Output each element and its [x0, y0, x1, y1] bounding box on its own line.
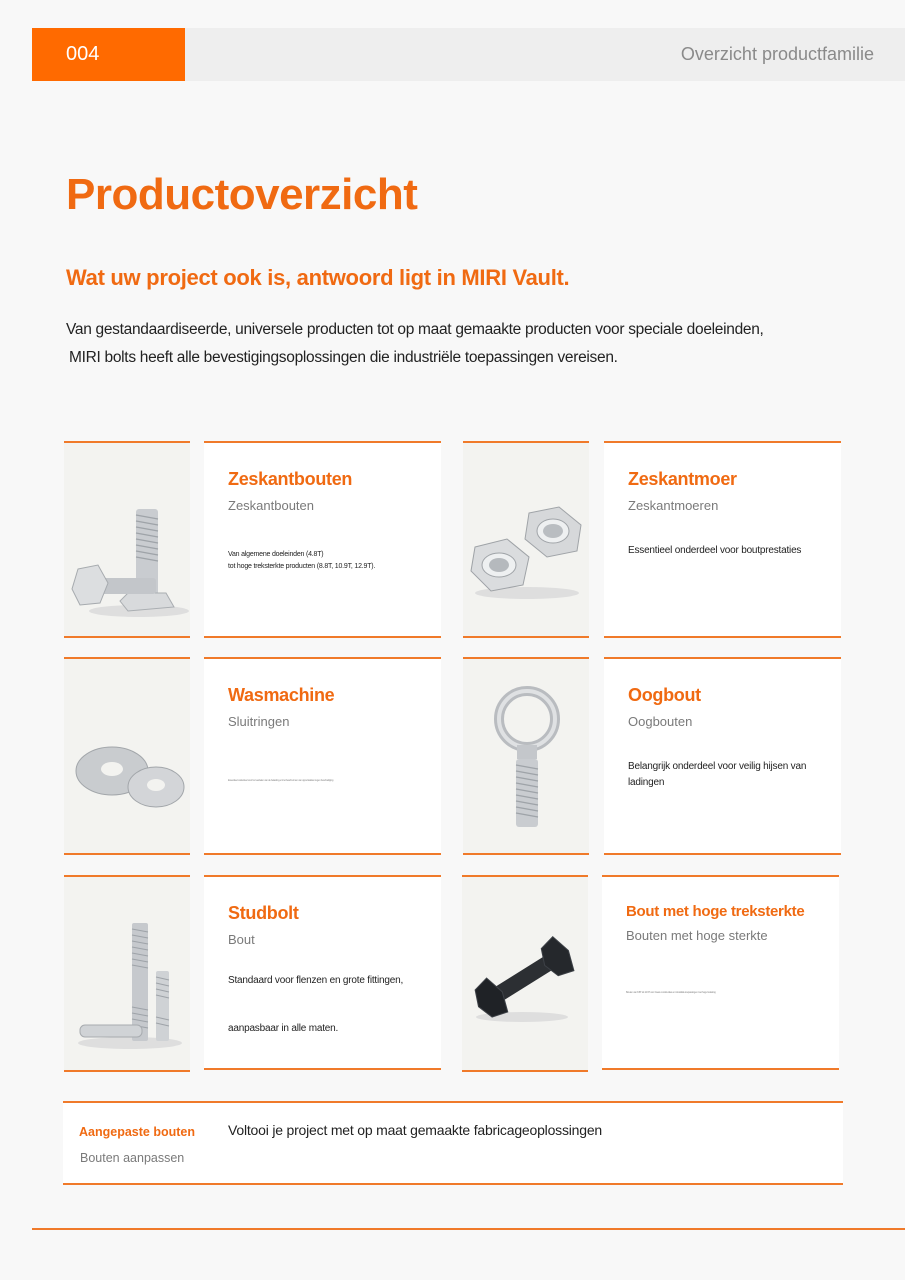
product-desc-line-2: tot hoge treksterkte producten (8.8T, 10.9T, 12.9T). — [228, 563, 376, 570]
product-subtitle: Oogbouten — [628, 714, 693, 729]
product-desc-line-1: Essentieel onderdeel voor het verdelen van de belasting en het beschermen van oppervlakken tegen beschadiging — [228, 779, 334, 782]
product-card-wasmachine[interactable] — [204, 657, 441, 855]
product-card-oogbout[interactable] — [604, 657, 841, 855]
product-title: Zeskantbouten — [228, 469, 353, 489]
stud-bolt-image — [64, 875, 190, 1072]
page-title: Productoverzicht — [66, 170, 418, 219]
product-card-bout-hoge-treksterkte[interactable] — [602, 875, 839, 1070]
product-card-zeskantmoer[interactable] — [604, 441, 841, 638]
product-subtitle: Bouten met hoge sterkte — [626, 928, 768, 943]
eye-bolt-image — [463, 657, 589, 855]
product-desc-line-2: aanpasbaar in alle maten. — [228, 1023, 339, 1034]
hex-nut-image — [463, 441, 589, 638]
section-title: Overzicht productfamilie — [680, 44, 874, 64]
high-tensile-bolt-image — [462, 875, 588, 1072]
product-desc-line-2: ladingen — [628, 777, 665, 788]
product-desc-line-1: Bouten van 8.8T tot 12.9T voor zware constructies en industriële toepassingen met hoge belasting — [626, 991, 716, 994]
product-card-studbolt[interactable] — [204, 875, 441, 1070]
product-desc-line-1: Essentieel onderdeel voor boutprestaties — [628, 545, 802, 556]
product-subtitle: Zeskantmoeren — [628, 498, 719, 513]
custom-subtitle: Bouten aanpassen — [80, 1151, 185, 1165]
product-desc-line-1: Standaard voor flenzen en grote fittingen, — [228, 975, 404, 986]
product-desc-line-1: Van algemene doeleinden (4.8T) — [228, 551, 324, 558]
custom-title: Aangepaste bouten — [79, 1125, 195, 1139]
custom-bolts-card[interactable] — [63, 1101, 843, 1185]
product-title: Zeskantmoer — [628, 469, 737, 489]
hex-bolt-image — [64, 441, 190, 638]
product-desc-line-1: Belangrijk onderdeel voor veilig hijsen van — [628, 761, 807, 772]
product-subtitle: Sluitringen — [228, 714, 290, 729]
product-title: Bout met hoge treksterkte — [626, 903, 805, 920]
product-subtitle: Zeskantbouten — [228, 498, 315, 513]
custom-description: Voltooi je project met op maat gemaakte fabricageoplossingen — [228, 1122, 603, 1138]
product-title: Oogbout — [628, 685, 701, 705]
product-card-zeskantbouten[interactable] — [204, 441, 441, 638]
product-subtitle: Bout — [228, 932, 255, 947]
product-title: Studbolt — [228, 903, 299, 923]
product-title: Wasmachine — [228, 685, 335, 705]
intro-line-2: MIRI bolts heeft alle bevestigingsoplossingen die industriële toepassingen vereisen. — [69, 349, 618, 366]
intro-text — [66, 316, 826, 372]
intro-line-1: Van gestandaardiseerde, universele producten tot op maat gemaakte producten voor speciale doeleinden, — [66, 321, 764, 338]
page-subtitle: Wat uw project ook is, antwoord ligt in MIRI Vault. — [66, 265, 570, 290]
page-number: 004 — [32, 28, 185, 81]
washer-image — [64, 657, 190, 855]
footer-divider — [32, 1228, 905, 1230]
